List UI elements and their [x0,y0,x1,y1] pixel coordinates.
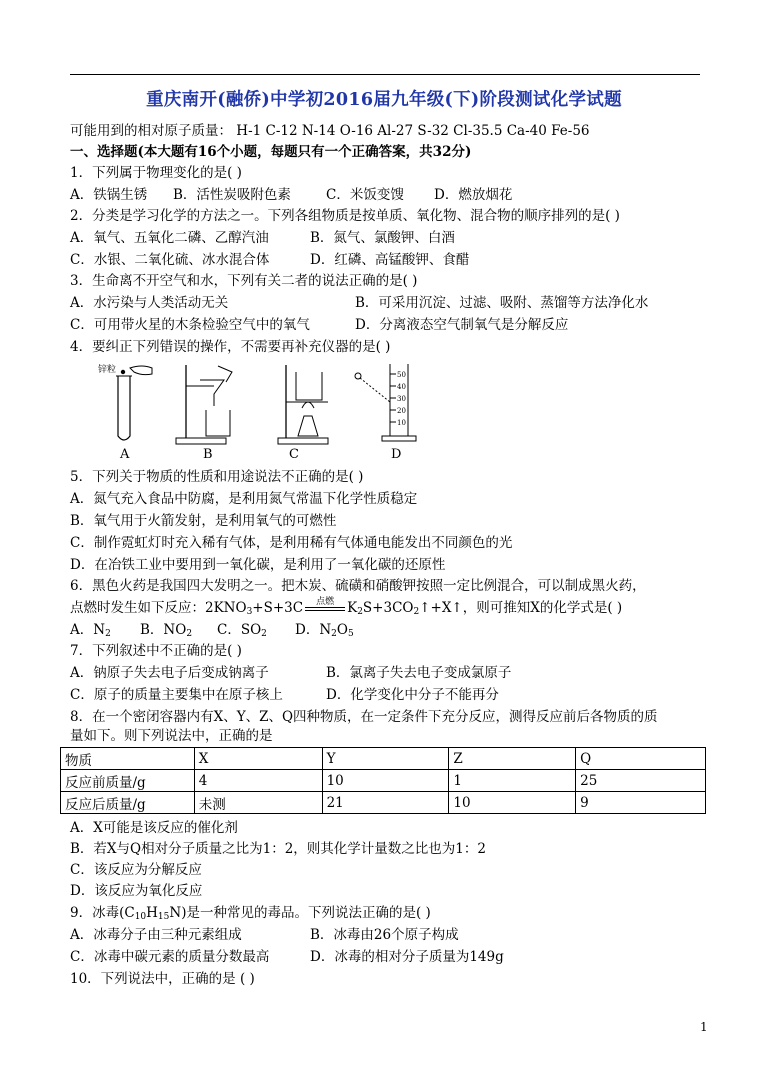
q8-option-b: B．若X与Q相对分子质量之比为1：2，则其化学计量数之比也为1：2 [70,841,486,857]
table-cell: Z [449,748,576,770]
q1-option-d: D．燃放烟花 [434,187,513,203]
q8-stem-2: 量如下。则下列说法中，正确的是 [70,728,273,744]
q2-option-c: C．水银、二氧化硫、冰水混合体 [70,252,270,268]
table-cell: X [194,748,322,770]
cyl-tick-40: 40 [397,383,406,391]
table-cell: 反应后质量/g [61,792,195,814]
q5-option-c: C．制作霓虹灯时充入稀有气体，是利用稀有气体通电能发出不同颜色的光 [70,535,513,551]
q4-apparatus-figure [90,360,430,465]
table-cell: 25 [576,770,706,792]
q6-equation-prefix: 点燃时发生如下反应：2KNO [70,600,247,616]
q7-option-d: D．化学变化中分子不能再分 [326,687,499,703]
q5-option-d: D．在冶铁工业中要用到一氧化碳，是利用了一氧化碳的还原性 [70,557,446,573]
heating-apparatus-icon [278,365,328,444]
table-cell: 21 [322,792,449,814]
q8-option-c: C．该反应为分解反应 [70,862,202,878]
q10-stem: 10．下列说法中，正确的是 ( ) [70,971,255,987]
q6-equation-suffix: ，则可推知X的化学式是( ) [462,600,623,616]
q8-mass-table [60,747,706,814]
q3-stem: 3．生命离不开空气和水，下列有关二者的说法正确的是( ) [70,273,418,289]
q6-option-a: A．$N_2$ [70,622,111,639]
q8-stem-1: 8．在一个密闭容器内有X、Y、Z、Q四种物质，在一定条件下充分反应，测得反应前后各物质的质 [70,709,658,725]
q2-option-b: B．氮气、氯酸钾、白酒 [310,230,455,246]
q6-option-d: D．$N_2O_5$ [295,622,354,639]
q6-option-c: C．$SO_2$ [217,622,267,639]
q5-stem: 5．下列关于物质的性质和用途说法不正确的是( ) [70,469,364,485]
q5-option-a: A．氮气充入食品中防腐，是利用氮气常温下化学性质稳定 [70,491,418,507]
q6-option-b: B．$NO_2$ [140,622,193,639]
q1-stem: 1．下列属于物理变化的是( ) [70,165,242,181]
q4-label-b: B [203,447,213,462]
q8-option-a: A．X可能是该反应的催化剂 [70,820,238,836]
q6-condition: 点燃 [316,597,335,607]
table-header-row [61,748,706,770]
q1-option-a: A．铁锅生锈 [70,187,148,203]
q4-label-d: D [391,447,402,462]
q1-option-c: C．米饭变馊 [326,187,404,203]
q9-option-d: D．冰毒的相对分子质量为149g [310,949,504,965]
q3-option-b: B．可采用沉淀、过滤、吸附、蒸馏等方法净化水 [355,295,649,311]
cyl-tick-20: 20 [397,407,406,415]
table-cell: 物质 [61,748,195,770]
table-cell: Y [322,748,449,770]
table-cell: 10 [449,792,576,814]
table-cell: 10 [322,770,449,792]
q3-option-c: C．可用带火星的木条检验空气中的氧气 [70,317,310,333]
q9-stem: 9．冰毒$(C_{10}H_{15}N)$是一种常见的毒品。下列说法正确的是( ) [70,905,431,922]
q1-option-b: B．活性炭吸附色素 [173,187,291,203]
q4-label-c: C [289,447,299,462]
table-cell: 9 [576,792,706,814]
q3-option-d: D．分离液态空气制氧气是分解反应 [355,317,569,333]
q6-equation-line: 点燃时发生如下反应：$2KNO_3+S+3C$ 点燃 $K_2S+3CO_2↑+X↑$，则可推知X的化学式是( ) [70,599,622,617]
zinc-label: 锌粒 [98,365,117,375]
q2-stem: 2．分类是学习化学的方法之一。下列各组物质是按单质、氧化物、混合物的顺序排列的是( ) [70,208,620,224]
atomic-mass-line: 可能用到的相对原子质量： H-1 C-12 N-14 O-16 Al-27 S-32 Cl-35.5 Ca-40 Fe-56 [70,123,590,139]
page-number: 1 [700,1020,708,1034]
graduated-cylinder-icon [355,364,416,441]
page-title: 重庆南开(融侨)中学初2016届九年级(下)阶段测试化学试题 [146,90,622,110]
cyl-tick-30: 30 [397,395,406,403]
header-rule [70,74,700,75]
table-row [61,792,706,814]
q3-option-a: A．水污染与人类活动无关 [70,295,229,311]
table-cell: Q [576,748,706,770]
cyl-tick-50: 50 [397,371,406,379]
table-row [61,770,706,792]
filtration-apparatus-icon [176,365,232,444]
q5-option-b: B．氧气用于火箭发射，是利用氧气的可燃性 [70,513,337,529]
q9-option-b: B．冰毒由26个原子构成 [310,927,459,943]
q2-option-a: A．氧气、五氧化二磷、乙醇汽油 [70,230,269,246]
table-cell: 4 [194,770,322,792]
q7-option-c: C．原子的质量主要集中在原子核上 [70,687,283,703]
q4-label-a: A [120,447,130,462]
q2-option-d: D．红磷、高锰酸钾、食醋 [310,252,470,268]
q7-option-b: B．氯离子失去电子变成氯原子 [326,665,512,681]
table-cell: 1 [449,770,576,792]
cyl-tick-10: 10 [397,419,406,427]
table-cell: 未测 [194,792,322,814]
q8-option-d: D．该反应为氧化反应 [70,883,203,899]
table-cell: 反应前质量/g [61,770,195,792]
q7-stem: 7．下列叙述中不正确的是( ) [70,643,242,659]
test-tube-icon [98,363,152,440]
q6-stem: 6．黑色火药是我国四大发明之一。把木炭、硫磺和硝酸钾按照一定比例混合，可以制成黑火药， [70,578,646,594]
section-heading: 一、选择题(本大题有16个小题，每题只有一个正确答案，共32分) [70,144,472,160]
q7-option-a: A．钠原子失去电子后变成钠离子 [70,665,269,681]
q9-option-a: A．冰毒分子由三种元素组成 [70,927,242,943]
q9-option-c: C．冰毒中碳元素的质量分数最高 [70,949,270,965]
q4-stem: 4．要纠正下列错误的操作，不需要再补充仪器的是( ) [70,339,391,355]
